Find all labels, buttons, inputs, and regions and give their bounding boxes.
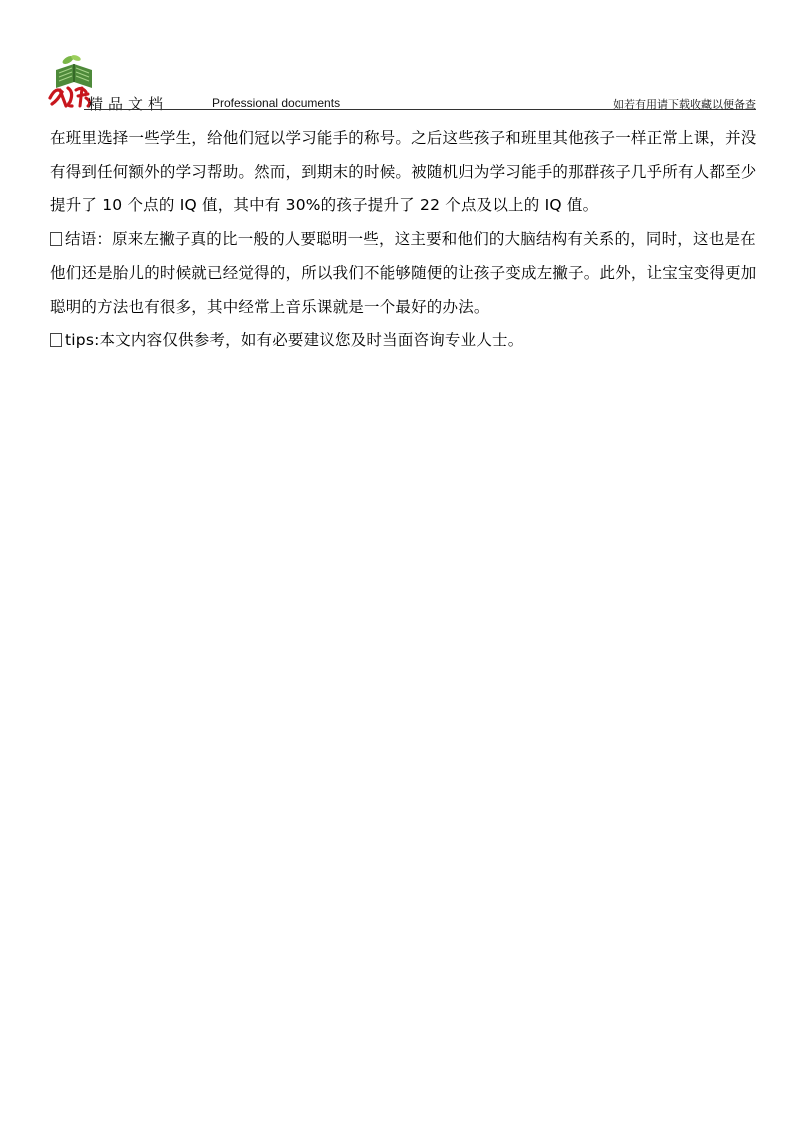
checkbox-glyph-icon [50,232,62,246]
conclusion-text: 结语：原来左撇子真的比一般的人要聪明一些，这主要和他们的大脑结构有关系的，同时，这也是在他们还是胎儿的时候就已经觉得的，所以我们不能够随便的让孩子变成左撇子。此外，让宝宝变得更加聪明的方法也有很多，其中经常上音乐课就是一个最好的办法。 [50,230,757,316]
document-body [50,122,762,358]
brand-title: 精品文档 [88,95,169,113]
header-divider [84,109,756,110]
download-note: 如若有用请下载收藏以便备查 [613,98,756,111]
paragraph-tips [50,324,762,358]
paragraph-study-experiment: 在班里选择一些学生，给他们冠以学习能手的称号。之后这些孩子和班里其他孩子一样正常上课，并没有得到任何额外的学习帮助。然而，到期末的时候。被随机归为学习能手的那群孩子几乎所有人都至少提升了 10 个点的 IQ 值，其中有 30%的孩子提升了 22 个点及以上的 IQ 值。 [50,129,757,215]
brand-subtitle: Professional documents [212,96,341,110]
page-header [48,52,756,113]
tips-text: tips:本文内容仅供参考，如有必要建议您及时当面咨询专业人士。 [65,331,524,350]
paragraph-conclusion [50,223,762,324]
checkbox-glyph-icon [50,333,62,347]
